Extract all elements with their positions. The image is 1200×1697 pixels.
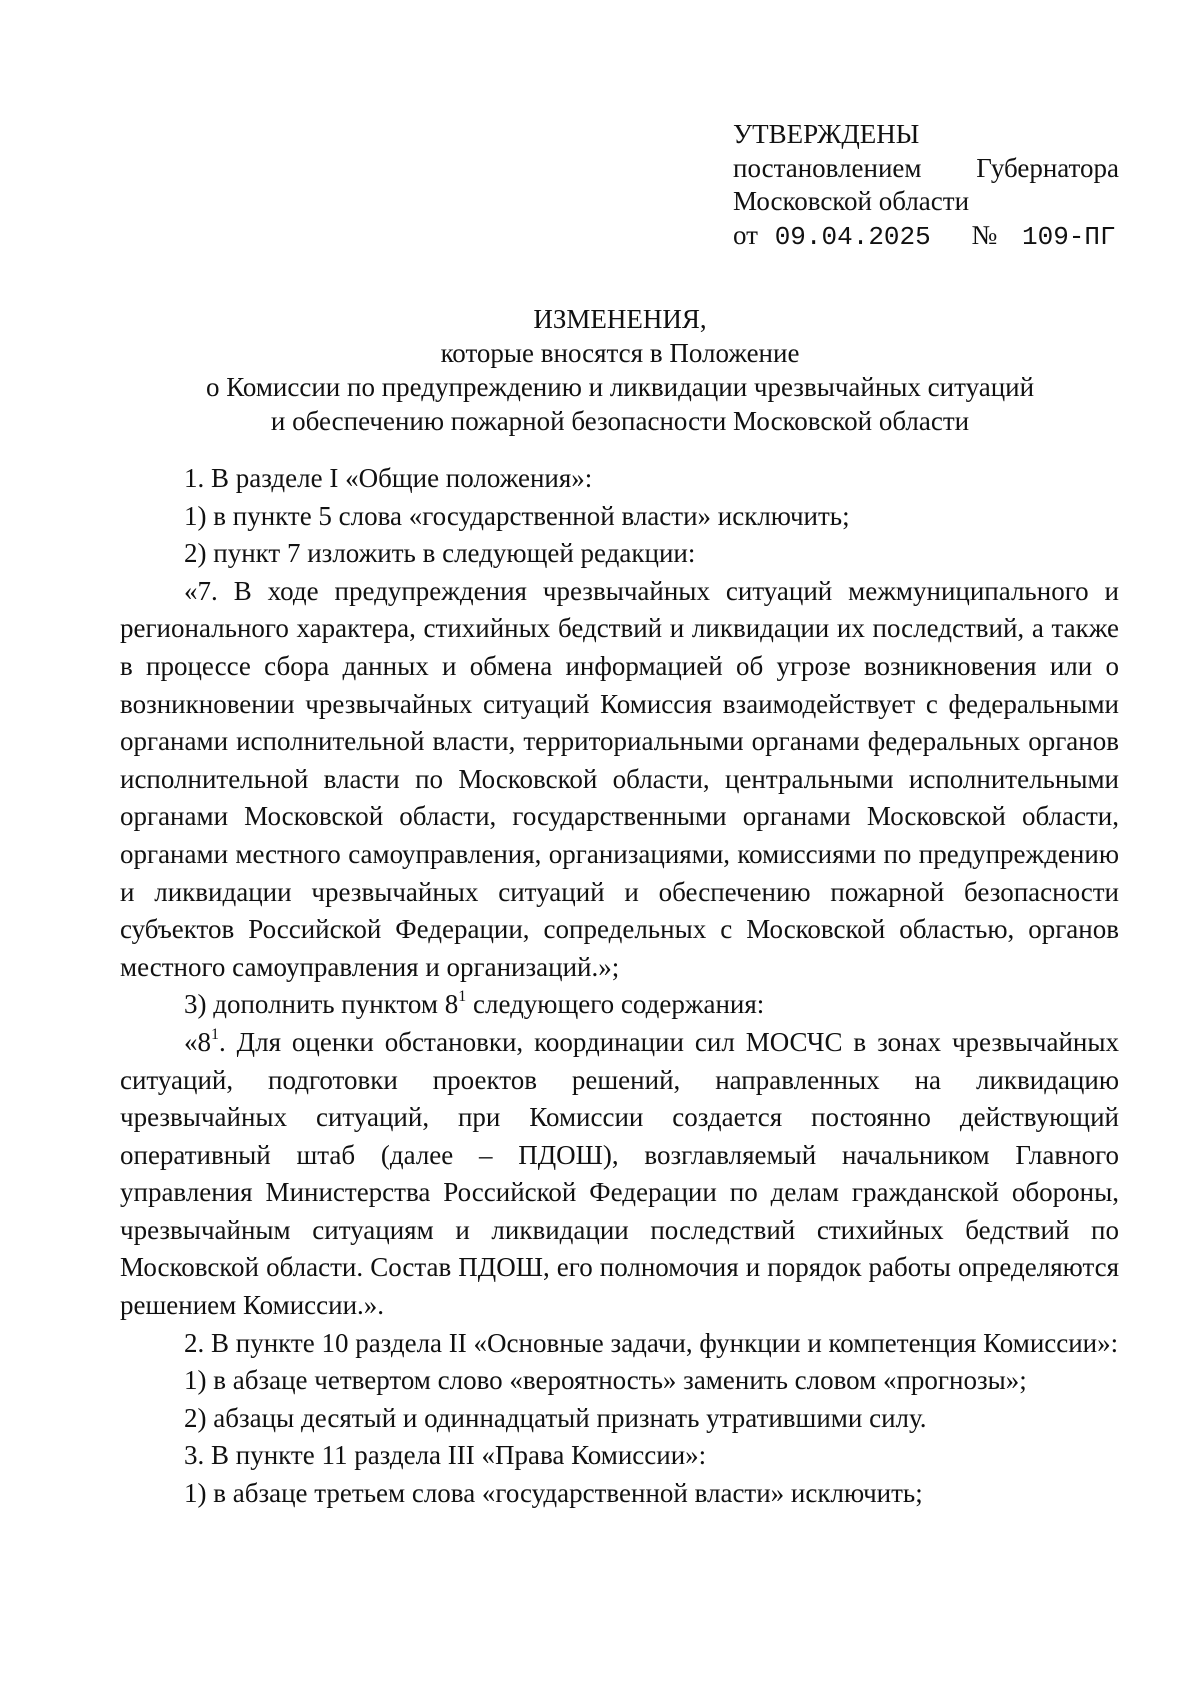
paragraph-7: 2. В пункте 10 раздела II «Основные задачи, функции и компетенция Комиссии»: bbox=[184, 1327, 1119, 1358]
heading-line-3: о Комиссии по предупреждению и ликвидации чрезвычайных ситуаций bbox=[205, 372, 1035, 402]
number-label: № bbox=[971, 219, 998, 250]
paragraph-11: 1) в абзаце третьем слова «государственной власти» исключить; bbox=[184, 1478, 923, 1509]
paragraph-4: «7. В ходе предупреждения чрезвычайных ситуаций межмуниципального и регионального характера, стихийных бедствий и ликвидации их последствий, а также в процессе сбора данных и обмена информацией об угрозе возникновения или о возникновении чрезвычайных ситуаций Комиссия взаимодействует с федеральными органами исполнительной власти, территориальными органами федеральных органов исполнительной власти по Московской области, центральными исполнительными органами Московской области, государственными органами Московской области, органами местного самоуправления, организациями, комиссиями по предупреждению и ликвидации чрезвычайных ситуаций и обеспечению пожарной безопасности субъектов Российской Федерации, сопредельных с Московской областью, органов местного самоуправления и организаций.»; bbox=[120, 575, 1119, 982]
paragraph-6-text: . Для оценки обстановки, координации сил МОСЧС в зонах чрезвычайных ситуаций, подготовки проектов решений, направленных на ликвидацию чрезвычайных ситуаций, при Комиссии создается постоянно действующий оперативный штаб (далее – ПДОШ), возглавляемый начальником Главного управления Министерства Российской Федерации по делам гражданской обороны, чрезвычайным ситуациям и ликвидации последствий стихийных бедствий по Московской области. Состав ПДОШ, его полномочия и порядок работы определяются решением Комиссии.». bbox=[120, 1026, 1119, 1321]
approval-line-2 bbox=[733, 152, 1119, 186]
document-body bbox=[120, 460, 1119, 1513]
paragraph-5-text: 3) дополнить пунктом 8 bbox=[184, 989, 459, 1020]
approval-line-2-right: Губернатора bbox=[976, 152, 1119, 183]
approval-stamp bbox=[733, 118, 1123, 254]
paragraph-5-tail: следующего содержания: bbox=[466, 989, 765, 1020]
superscript: 1 bbox=[458, 988, 467, 1006]
paragraph-6-lead: «8 bbox=[184, 1026, 211, 1057]
approval-number: 109-ПГ bbox=[1022, 221, 1116, 252]
paragraph-8: 1) в абзаце четвертом слово «вероятность» заменить словом «прогнозы»; bbox=[184, 1365, 1027, 1396]
heading-title: ИЗМЕНЕНИЯ, bbox=[533, 304, 707, 334]
heading-line-2: которые вносятся в Положение bbox=[440, 338, 800, 368]
approval-title: УТВЕРЖДЕНЫ bbox=[733, 119, 920, 149]
paragraph-10: 3. В пункте 11 раздела III «Права Комиссии»: bbox=[184, 1440, 707, 1471]
paragraph-3: 2) пункт 7 изложить в следующей редакции: bbox=[184, 538, 696, 569]
paragraph-5 bbox=[120, 986, 1119, 1024]
approval-date: 09.04.2025 bbox=[774, 221, 931, 252]
heading-line-4: и обеспечению пожарной безопасности Московской области bbox=[270, 406, 970, 436]
document-heading bbox=[120, 302, 1120, 438]
paragraph-9: 2) абзацы десятый и одиннадцатый признать утратившими силу. bbox=[184, 1402, 927, 1433]
date-prefix: от bbox=[733, 219, 758, 250]
paragraph-1: 1. В разделе I «Общие положения»: bbox=[184, 463, 593, 493]
approval-date-line bbox=[733, 219, 1123, 255]
approval-line-3: Московской области bbox=[733, 186, 970, 216]
approval-line-2-left: постановлением bbox=[733, 152, 922, 183]
paragraph-2: 1) в пункте 5 слова «государственной власти» исключить; bbox=[184, 500, 850, 531]
paragraph-6 bbox=[120, 1024, 1119, 1325]
superscript: 1 bbox=[211, 1025, 219, 1043]
